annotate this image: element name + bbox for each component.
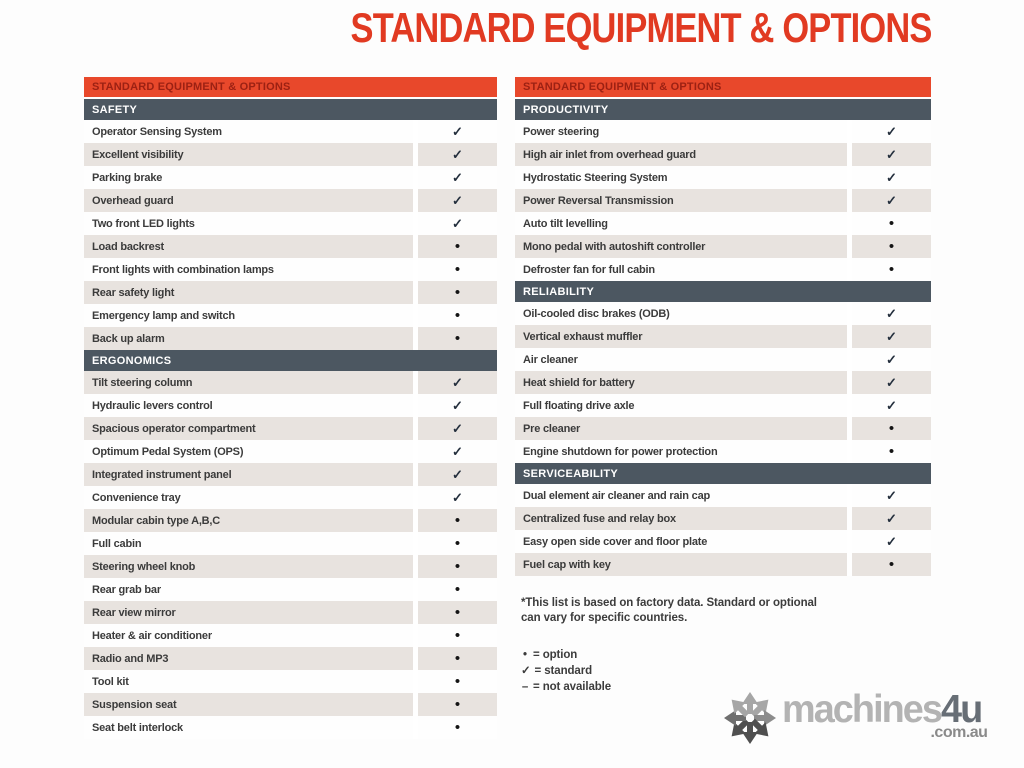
table-row [515, 189, 931, 212]
equipment-label: Heater & air conditioner [84, 624, 413, 647]
logo-domain: .com.au [930, 724, 988, 741]
table-row [84, 281, 497, 304]
legend-symbol: ✓ [521, 665, 531, 677]
equipment-label: Engine shutdown for power protection [515, 440, 847, 463]
equipment-value [852, 302, 931, 325]
equipment-label: Radio and MP3 [84, 647, 413, 670]
legend-text: = standard [534, 665, 593, 677]
legend-item [521, 663, 611, 679]
table-row [515, 394, 931, 417]
check-icon: ✓ [886, 123, 897, 139]
equipment-value [852, 553, 931, 576]
equipment-value [418, 486, 497, 509]
table-row [84, 417, 497, 440]
table-row [84, 601, 497, 624]
equipment-value [418, 670, 497, 693]
table-row [515, 325, 931, 348]
section-header: PRODUCTIVITY [515, 99, 931, 120]
option-dot-icon: • [454, 718, 461, 736]
equipment-value [418, 189, 497, 212]
table-row [515, 484, 931, 507]
option-dot-icon: • [888, 555, 895, 573]
check-icon: ✓ [452, 397, 463, 413]
equipment-label: Parking brake [84, 166, 413, 189]
equipment-value [418, 327, 497, 350]
equipment-label: Back up alarm [84, 327, 413, 350]
machines4u-logo [722, 690, 987, 746]
table-row [84, 647, 497, 670]
equipment-value [418, 532, 497, 555]
equipment-label: Fuel cap with key [515, 553, 847, 576]
equipment-value [418, 601, 497, 624]
option-dot-icon: • [454, 603, 461, 621]
check-icon: ✓ [886, 305, 897, 321]
table-row [515, 530, 931, 553]
option-dot-icon: • [888, 419, 895, 437]
section-header: SERVICEABILITY [515, 463, 931, 484]
equipment-label: Mono pedal with autoshift controller [515, 235, 847, 258]
check-icon: ✓ [452, 215, 463, 231]
equipment-label: Steering wheel knob [84, 555, 413, 578]
equipment-label: Optimum Pedal System (OPS) [84, 440, 413, 463]
check-icon: ✓ [452, 466, 463, 482]
equipment-label: Spacious operator compartment [84, 417, 413, 440]
equipment-value [852, 212, 931, 235]
equipment-value [852, 235, 931, 258]
table-row [84, 327, 497, 350]
table-row [84, 143, 497, 166]
equipment-label: Pre cleaner [515, 417, 847, 440]
equipment-label: Auto tilt levelling [515, 212, 847, 235]
equipment-value [418, 212, 497, 235]
legend-text: = option [533, 649, 578, 661]
option-dot-icon: • [454, 534, 461, 552]
table-row [84, 304, 497, 327]
check-icon: ✓ [886, 487, 897, 503]
legend-item [521, 679, 611, 695]
equipment-label: Air cleaner [515, 348, 847, 371]
option-dot-icon: • [454, 329, 461, 347]
equipment-value [418, 281, 497, 304]
equipment-label: Modular cabin type A,B,C [84, 509, 413, 532]
equipment-label: Seat belt interlock [84, 716, 413, 739]
option-dot-icon: • [454, 306, 461, 324]
table-row [515, 166, 931, 189]
equipment-value [852, 120, 931, 143]
table-row [84, 371, 497, 394]
legend [521, 647, 611, 695]
equipment-value [418, 440, 497, 463]
equipment-value [418, 693, 497, 716]
equipment-label: Front lights with combination lamps [84, 258, 413, 281]
footnote-line: *This list is based on factory data. Standard or optional [521, 597, 817, 609]
option-dot-icon: • [454, 695, 461, 713]
equipment-label: Excellent visibility [84, 143, 413, 166]
snowflake-icon [722, 690, 778, 746]
section-header: SAFETY [84, 99, 497, 120]
table-row [84, 212, 497, 235]
equipment-value [852, 417, 931, 440]
equipment-value [852, 143, 931, 166]
option-dot-icon: • [454, 672, 461, 690]
table-row [84, 189, 497, 212]
equipment-label: Power steering [515, 120, 847, 143]
table-row [84, 258, 497, 281]
option-dot-icon: • [454, 557, 461, 575]
table-row [515, 235, 931, 258]
legend-symbol: • [523, 649, 527, 661]
equipment-value [418, 235, 497, 258]
equipment-value [852, 507, 931, 530]
option-dot-icon: • [888, 237, 895, 255]
table-row [84, 120, 497, 143]
equipment-value [418, 166, 497, 189]
page-title: STANDARD EQUIPMENT & OPTIONS [350, 4, 932, 51]
equipment-label: Full cabin [84, 532, 413, 555]
equipment-label: Oil-cooled disc brakes (ODB) [515, 302, 847, 325]
check-icon: ✓ [452, 146, 463, 162]
check-icon: ✓ [886, 533, 897, 549]
logo-text [782, 690, 987, 741]
legend-text: = not available [533, 681, 612, 693]
table-row [84, 716, 497, 739]
equipment-label: Rear grab bar [84, 578, 413, 601]
equipment-table-right [515, 77, 931, 576]
check-icon: ✓ [452, 443, 463, 459]
table-row [84, 486, 497, 509]
option-dot-icon: • [454, 237, 461, 255]
equipment-value [418, 463, 497, 486]
equipment-value [852, 325, 931, 348]
check-icon: ✓ [452, 169, 463, 185]
table-header: STANDARD EQUIPMENT & OPTIONS [515, 77, 931, 97]
equipment-value [418, 120, 497, 143]
table-row [515, 553, 931, 576]
table-row [84, 394, 497, 417]
option-dot-icon: • [888, 442, 895, 460]
equipment-value [852, 371, 931, 394]
equipment-value [852, 484, 931, 507]
table-row [515, 302, 931, 325]
table-row [515, 348, 931, 371]
equipment-value [852, 166, 931, 189]
equipment-label: Integrated instrument panel [84, 463, 413, 486]
table-row [84, 440, 497, 463]
check-icon: ✓ [886, 328, 897, 344]
equipment-table-left [84, 77, 497, 739]
equipment-value [852, 258, 931, 281]
equipment-value [852, 394, 931, 417]
check-icon: ✓ [452, 420, 463, 436]
equipment-value [852, 189, 931, 212]
table-row [84, 670, 497, 693]
check-icon: ✓ [452, 192, 463, 208]
check-icon: ✓ [452, 123, 463, 139]
logo-wordmark: machines4u [782, 688, 982, 731]
equipment-value [418, 716, 497, 739]
equipment-label: Easy open side cover and floor plate [515, 530, 847, 553]
equipment-value [418, 624, 497, 647]
equipment-label: Full floating drive axle [515, 394, 847, 417]
equipment-label: Heat shield for battery [515, 371, 847, 394]
option-dot-icon: • [454, 260, 461, 278]
equipment-label: Operator Sensing System [84, 120, 413, 143]
option-dot-icon: • [888, 214, 895, 232]
table-row [515, 440, 931, 463]
table-row [515, 212, 931, 235]
equipment-label: Centralized fuse and relay box [515, 507, 847, 530]
equipment-value [418, 394, 497, 417]
option-dot-icon: • [454, 511, 461, 529]
equipment-label: Hydrostatic Steering System [515, 166, 847, 189]
check-icon: ✓ [886, 397, 897, 413]
equipment-value [418, 555, 497, 578]
equipment-label: Tool kit [84, 670, 413, 693]
check-icon: ✓ [886, 192, 897, 208]
equipment-value [418, 258, 497, 281]
equipment-label: Dual element air cleaner and rain cap [515, 484, 847, 507]
equipment-value [418, 509, 497, 532]
option-dot-icon: • [454, 283, 461, 301]
check-icon: ✓ [886, 169, 897, 185]
equipment-value [418, 417, 497, 440]
equipment-label: Defroster fan for full cabin [515, 258, 847, 281]
legend-item [521, 647, 611, 663]
equipment-label: Emergency lamp and switch [84, 304, 413, 327]
option-dot-icon: • [454, 626, 461, 644]
equipment-value [418, 578, 497, 601]
equipment-label: Rear view mirror [84, 601, 413, 624]
equipment-label: Vertical exhaust muffler [515, 325, 847, 348]
table-row [84, 166, 497, 189]
check-icon: ✓ [886, 510, 897, 526]
table-row [84, 624, 497, 647]
equipment-value [418, 143, 497, 166]
table-row [515, 143, 931, 166]
table-row [515, 258, 931, 281]
equipment-label: Rear safety light [84, 281, 413, 304]
table-row [84, 555, 497, 578]
table-row [84, 509, 497, 532]
table-row [515, 417, 931, 440]
option-dot-icon: • [888, 260, 895, 278]
equipment-value [852, 530, 931, 553]
check-icon: ✓ [886, 146, 897, 162]
footnote [521, 596, 817, 626]
equipment-label: Load backrest [84, 235, 413, 258]
table-row [84, 235, 497, 258]
table-row [84, 463, 497, 486]
check-icon: ✓ [886, 351, 897, 367]
equipment-label: Two front LED lights [84, 212, 413, 235]
table-row [515, 507, 931, 530]
option-dot-icon: • [454, 580, 461, 598]
equipment-label: Hydraulic levers control [84, 394, 413, 417]
equipment-value [852, 348, 931, 371]
section-header: ERGONOMICS [84, 350, 497, 371]
check-icon: ✓ [886, 374, 897, 390]
table-row [515, 120, 931, 143]
equipment-label: Power Reversal Transmission [515, 189, 847, 212]
legend-symbol: – [521, 681, 529, 693]
option-dot-icon: • [454, 649, 461, 667]
table-header: STANDARD EQUIPMENT & OPTIONS [84, 77, 497, 97]
table-row [84, 532, 497, 555]
equipment-value [852, 440, 931, 463]
equipment-label: Convenience tray [84, 486, 413, 509]
equipment-value [418, 304, 497, 327]
equipment-value [418, 647, 497, 670]
check-icon: ✓ [452, 374, 463, 390]
equipment-label: Tilt steering column [84, 371, 413, 394]
equipment-value [418, 371, 497, 394]
equipment-label: High air inlet from overhead guard [515, 143, 847, 166]
equipment-label: Overhead guard [84, 189, 413, 212]
equipment-label: Suspension seat [84, 693, 413, 716]
section-header: RELIABILITY [515, 281, 931, 302]
table-row [515, 371, 931, 394]
table-row [84, 693, 497, 716]
table-row [84, 578, 497, 601]
check-icon: ✓ [452, 489, 463, 505]
footnote-line: can vary for specific countries. [521, 612, 688, 624]
